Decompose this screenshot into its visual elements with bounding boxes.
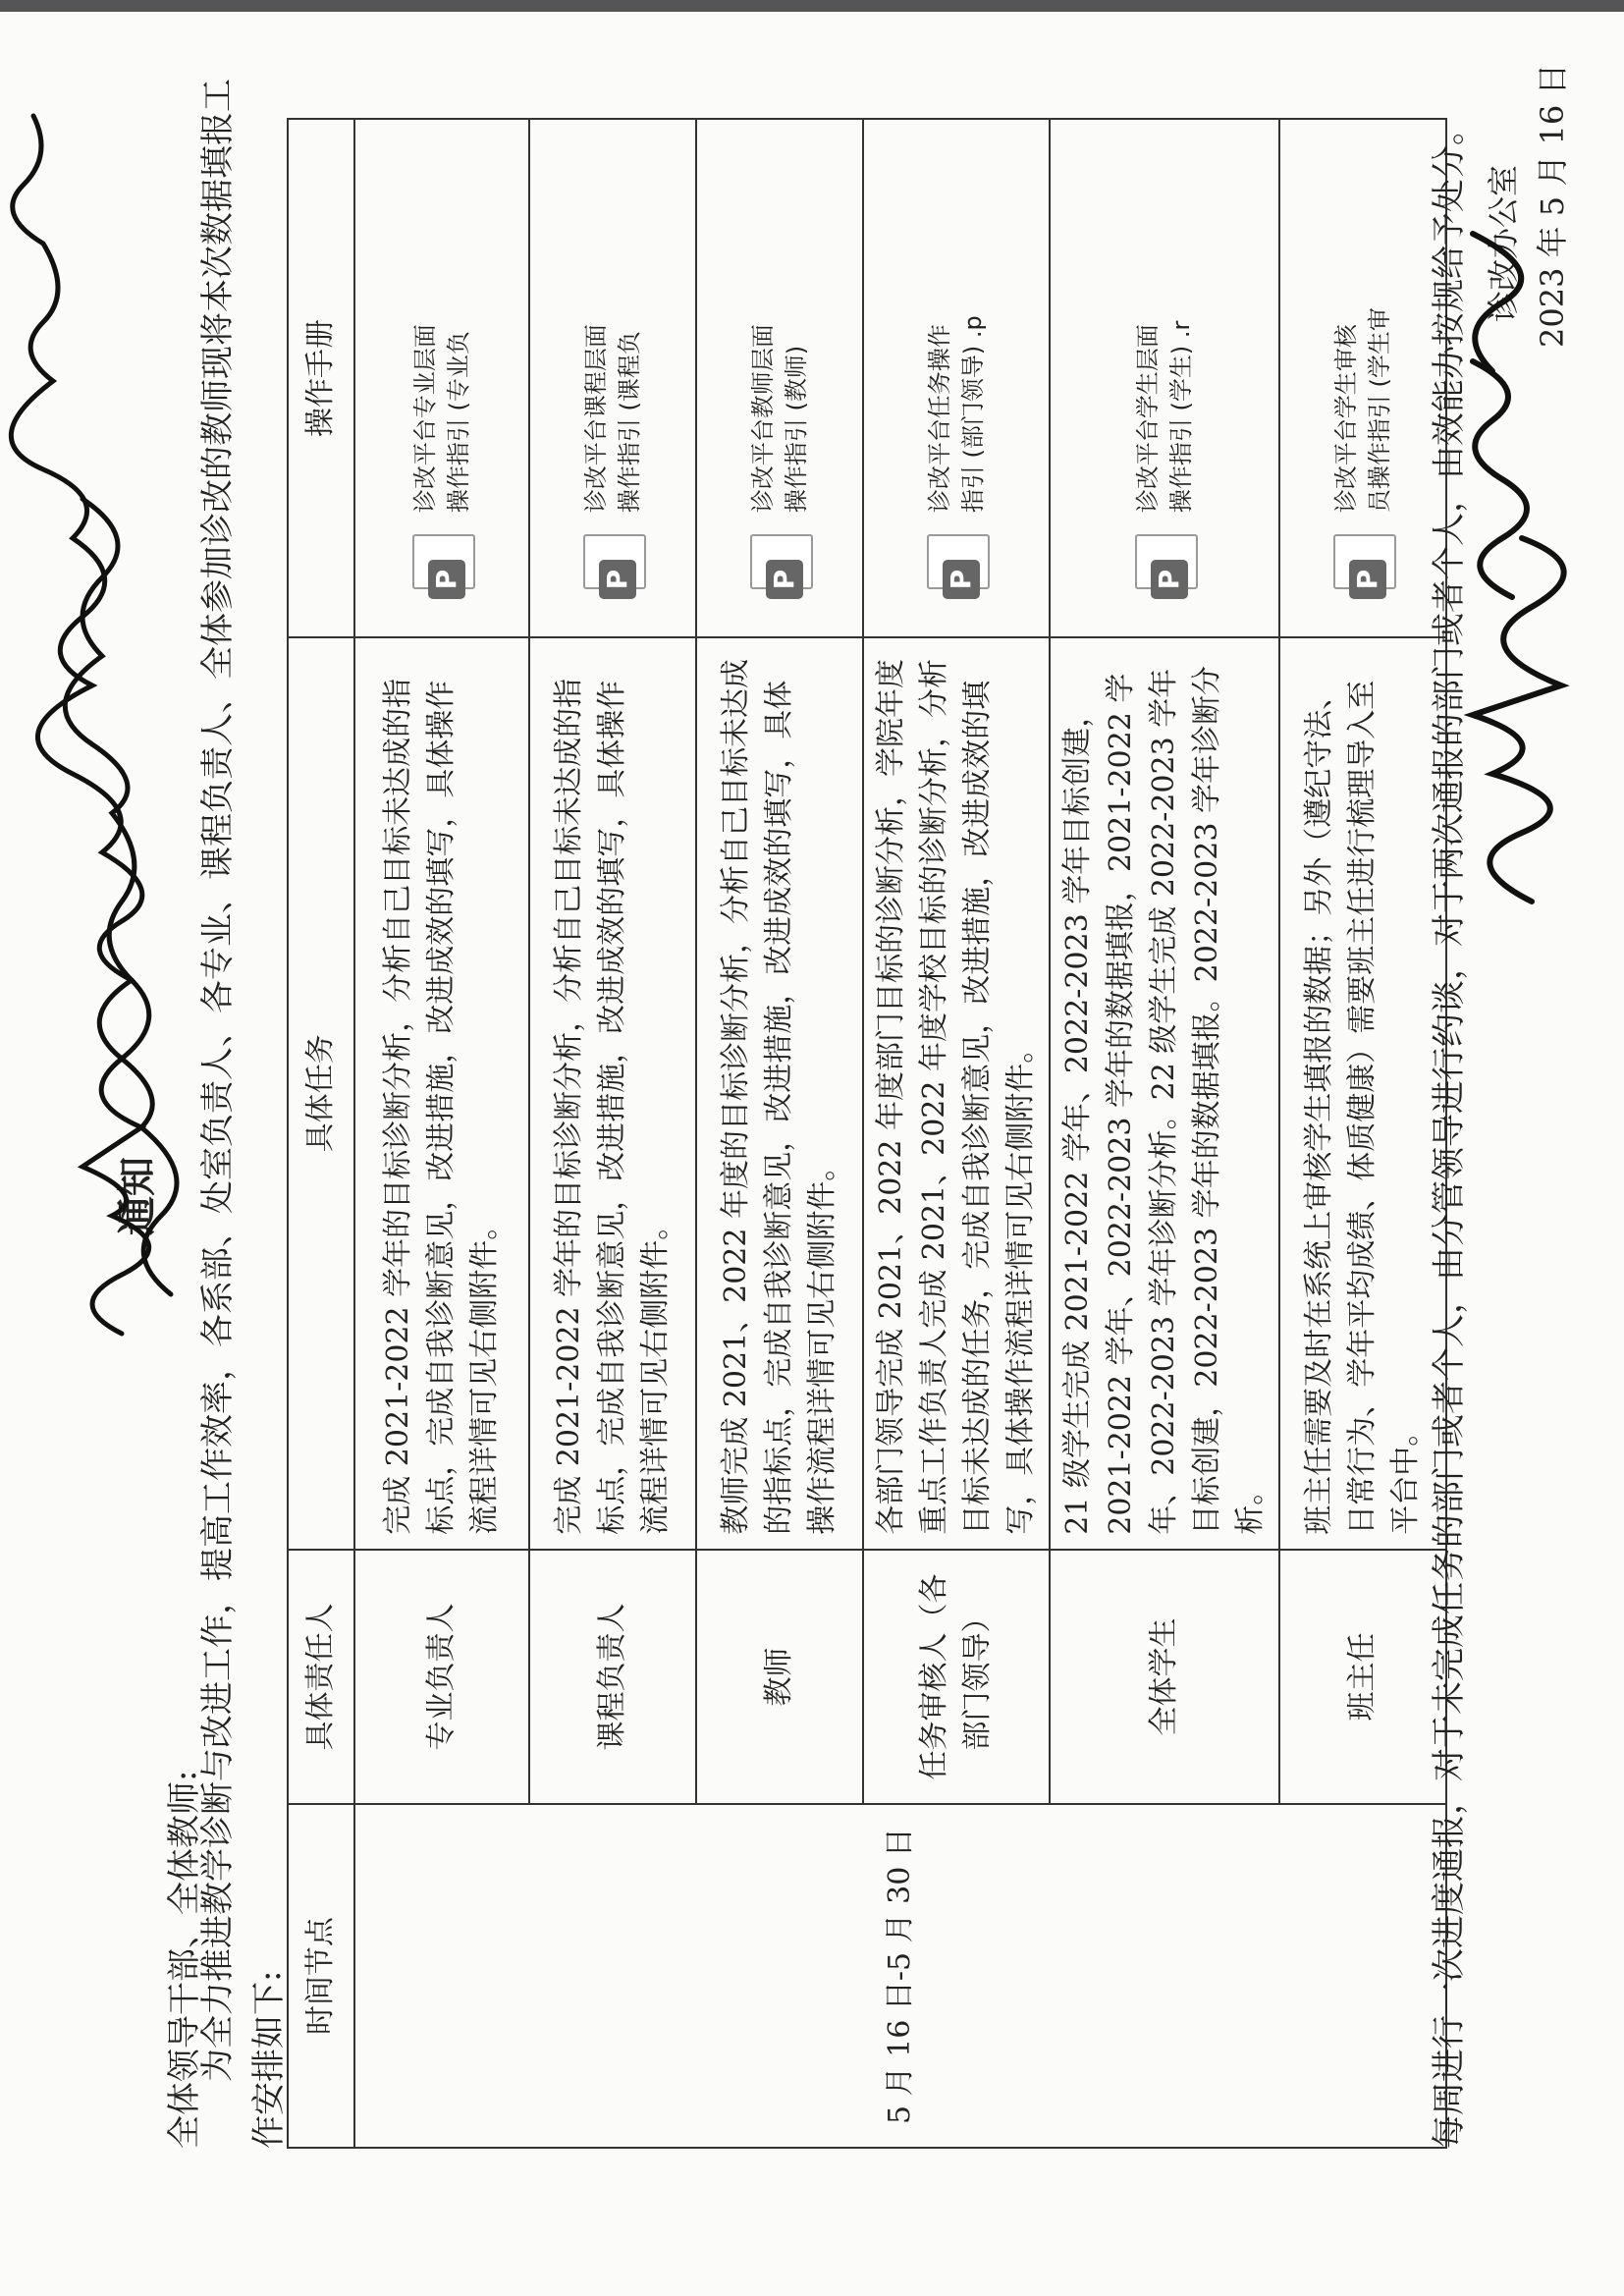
attachment-cell[interactable] [696,119,863,637]
attachment-file[interactable] [579,134,646,623]
attachment-name-line2: 操作指引 (专业负 [445,331,472,514]
table-header-row [288,119,354,2148]
issue-date: 2023 年 5 月 16 日 [1534,63,1571,348]
footer-paragraph: 每周进行一次进度通报，对于未完成任务的部门或者个人，由分管领导进行约谈，对于两次通报的部门或者个人，由效能办按规给予处分。 [1430,112,1469,2149]
owner-cell: 全体学生 [1050,1550,1279,1804]
attachment-file[interactable] [1329,134,1396,623]
header-manual: 操作手册 [288,119,354,637]
attachment-file[interactable] [408,134,475,623]
handwritten-annotation [4,0,190,1353]
time-node-cell: 5 月 16 日-5 月 30 日 [354,1804,1446,2148]
attachment-name-line1: 诊改平台课程层面 [582,324,610,514]
attachment-name-line1: 诊改平台专业层面 [411,324,439,514]
task-cell: 21 级学生完成 2021-2022 学年、2022-2023 学年目标创建，2021-2022 学年、2022-2023 学年的数据填报，2021-2022 学年、2022-2023 学年诊断分析。22 级学生完成 2022-2023 学年目标创建，2022-2023 学年的数据填报。2022-2023 学年诊断分析。 [1050,637,1279,1550]
task-cell: 教师完成 2021、2022 年度的目标诊断分析，分析自己目标未达成的指标点，完成自我诊断意见，改进措施，改进成效的填写，具体操作流程详情可见右侧附件。 [696,637,863,1550]
header-owner: 具体责任人 [288,1550,354,1804]
pdf-file-icon: P [1135,530,1194,599]
attachment-cell[interactable] [354,119,529,637]
intro-paragraph: 为全力推进教学诊断与改进工作，提高工作效率，各系部、处室负责人、各专业、课程负责人、全体参加诊改的教师现将本次数据填报工作安排如下: [198,79,289,2149]
pdf-file-icon: P [583,530,642,599]
attachment-cell[interactable] [863,119,1050,637]
owner-cell: 专业负责人 [354,1550,529,1804]
pdf-file-icon: P [412,530,471,599]
attachment-name-line1: 诊改平台教师层面 [749,324,777,514]
owner-cell: 班主任 [1279,1550,1446,1804]
pdf-file-icon: P [1333,530,1392,599]
task-cell: 完成 2021-2022 学年的目标诊断分析，分析自己目标未达成的指标点，完成自我诊断意见，改进措施，改进成效的填写，具体操作流程详情可见右侧附件。 [354,637,529,1550]
issuing-department: 诊改办公室 [1485,164,1522,322]
salutation: 全体领导干部、全体教师: [165,1770,204,2149]
task-table [287,118,1447,2149]
attachment-name-line2: 操作指引 (学生) .r [1167,320,1195,514]
owner-cell: 课程负责人 [529,1550,696,1804]
task-cell: 完成 2021-2022 学年的目标诊断分析，分析自己目标未达成的指标点，完成自我诊断意见，改进措施，改进成效的填写，具体操作流程详情可见右侧附件。 [529,637,696,1550]
attachment-name-line1: 诊改平台学生审核 [1332,324,1360,514]
attachment-file[interactable] [746,134,813,623]
attachment-name-line2: 指引 (部门领导) .p [959,315,987,514]
handwritten-signature [1414,194,1610,921]
header-time: 时间节点 [288,1804,354,2148]
task-cell: 各部门领导完成 2021、2022 年度部门目标的诊断分析，学院年度重点工作负责人完成 2021、2022 年度学校目标的诊断分析，分析目标未达成的任务，完成自我诊断意见，改进措施，改进成效的填写，具体操作流程详情可见右侧附件。 [863,637,1050,1550]
attachment-name-line2: 操作指引 (课程负 [616,331,643,514]
attachment-file[interactable] [923,134,990,623]
header-task: 具体任务 [288,637,354,1550]
attachment-name-line2: 员操作指引 (学生审 [1366,307,1393,514]
attachment-name-line1: 诊改平台学生层面 [1134,324,1162,514]
page-title: 通知 [115,1157,160,1235]
attachment-name-line1: 诊改平台任务操作 [926,324,953,514]
pdf-file-icon: P [750,530,809,599]
table-row [354,119,529,2148]
owner-cell: 教师 [696,1550,863,1804]
attachment-name-line2: 操作指引 (教师) [783,345,810,514]
attachment-cell[interactable] [1050,119,1279,637]
pdf-file-icon: P [927,530,986,599]
owner-cell: 任务审核人（各部门领导） [863,1550,1050,1804]
attachment-cell[interactable] [529,119,696,637]
task-cell: 班主任需要及时在系统上审核学生填报的数据；另外（遵纪守法、日常行为、学年平均成绩、体质健康）需要班主任进行梳理导入至平台中。 [1279,637,1446,1550]
attachment-file[interactable] [1131,134,1198,623]
